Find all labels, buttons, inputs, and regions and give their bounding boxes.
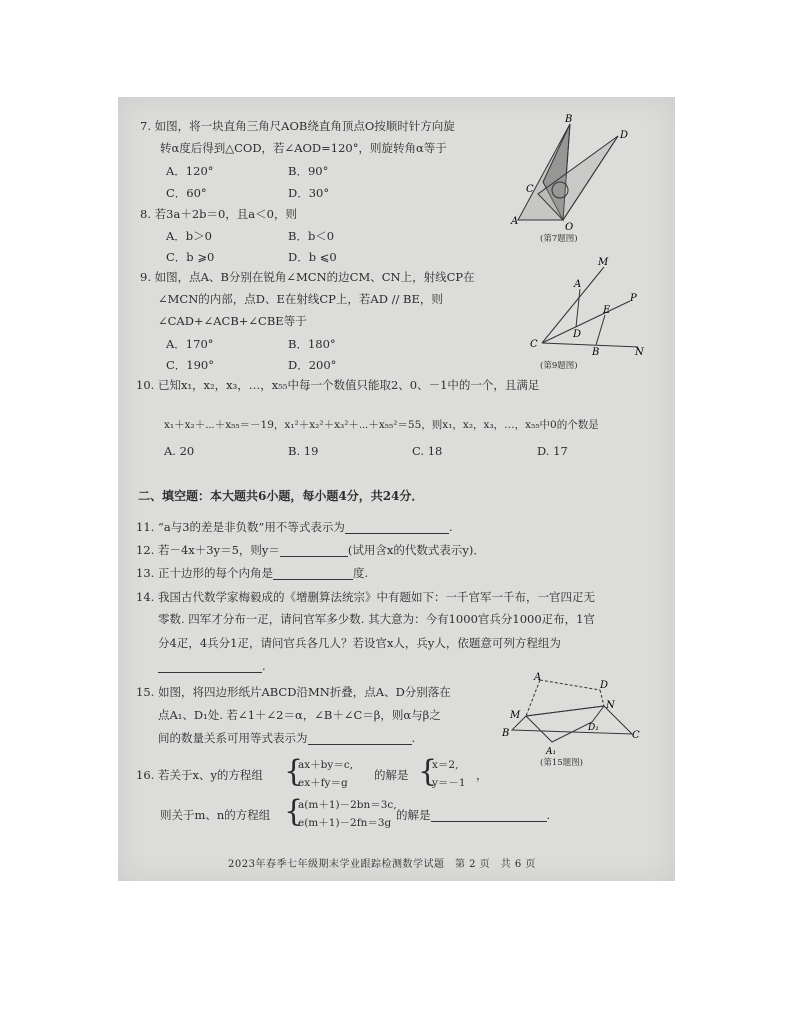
q8-option-a: A．b＞0 <box>166 229 212 243</box>
q8-option-d: D．b ⩽0 <box>288 250 337 264</box>
q9-line3: ∠CAD+∠ACB+∠CBE等于 <box>158 314 307 328</box>
q15-line3: 间的数量关系可用等式表示为 . <box>158 731 416 745</box>
q7-label-o: O <box>565 222 574 233</box>
q16-answer-blank[interactable] <box>431 809 547 822</box>
q13-line: 13. 正十边形的每个内角是 度. <box>136 566 369 580</box>
q7-figure <box>508 112 648 247</box>
q9-label-n: N <box>635 347 644 355</box>
q7-option-d: D．30° <box>288 186 330 200</box>
q10-option-c: C. 18 <box>412 444 443 458</box>
q15-label-m: M <box>510 710 521 721</box>
q16-lead: 16. 若关于x、y的方程组 <box>136 768 263 782</box>
q9-label-m: M <box>598 257 609 268</box>
q15-label-c: C <box>632 730 640 741</box>
page-footer: 2023年春季七年级期末学业跟踪检测数学试题 第 2 页 共 6 页 <box>228 859 536 870</box>
q9-label-d: D <box>573 329 582 340</box>
q15-label-b: B <box>502 728 510 739</box>
q13-answer-blank[interactable] <box>273 567 353 580</box>
q15-label-d1: D₁ <box>588 723 599 733</box>
q7-label-a: A <box>511 216 519 227</box>
q9-option-a: A．170° <box>166 337 214 351</box>
q15-line1: 15. 如图，将四边形纸片ABCD沿MN折叠，点A、D分别落在 <box>136 685 451 699</box>
q11-answer-blank[interactable] <box>345 521 449 534</box>
q16-lead2: 则关于m、n的方程组 <box>160 808 271 822</box>
q12-answer-blank[interactable] <box>280 544 348 557</box>
q15-label-n: N <box>606 700 615 711</box>
q7-caption: (第7题图) <box>540 234 578 244</box>
q7-line2: 转α度后得到△COD，若∠AOD=120°，则旋转角α等于 <box>160 141 447 155</box>
q14-line2: 零数. 四军才分布一疋，请问官军多少数. 其大意为：今有1000官兵分1000疋布，1官 <box>158 612 595 626</box>
q16-brace-2: { <box>418 754 438 789</box>
q14-line1: 14. 我国古代数学家梅毅成的《增删算法统宗》中有题如下：一千官军一千布，一官四疋无 <box>136 590 595 604</box>
q15-label-d: D <box>600 680 609 691</box>
q15-label-a1: A₁ <box>546 747 557 757</box>
q16-brace-3: { <box>284 794 304 829</box>
q16-sol-x: x＝2, <box>432 759 459 771</box>
q15-line2: 点A₁、D₁处. 若∠1＋∠2＝α，∠B＋∠C＝β，则α与β之 <box>158 708 441 722</box>
q14-answer-blank[interactable] <box>158 660 262 673</box>
q14-answer-line: . <box>158 659 266 673</box>
q16-sys2-eq1: a(m＋1)－2bn＝3c, <box>298 799 397 811</box>
section-fill-in-header: 二、填空题：本大题共6小题，每小题4分，共24分． <box>138 489 424 503</box>
q16-sys2-eq2: e(m＋1)－2fn＝3g <box>298 817 392 829</box>
q15-answer-blank[interactable] <box>308 732 412 745</box>
q9-line1: 9. 如图，点A、B分别在锐角∠MCN的边CM、CN上，射线CP在 <box>140 270 475 284</box>
q10-option-b: B. 19 <box>288 444 319 458</box>
q8-option-b: B．b＜0 <box>288 229 335 243</box>
q9-label-c: C <box>530 339 538 350</box>
q8-option-c: C．b ⩾0 <box>166 250 215 264</box>
q10-line1: 10. 已知x₁，x₂，x₃，…，x₅₅中每一个数值只能取2、0、－1中的一个，且满足 <box>136 378 540 392</box>
q7-label-c: C <box>526 184 534 195</box>
q9-label-e: E <box>603 305 611 316</box>
q9-label-b: B <box>592 347 600 355</box>
q9-label-a: A <box>574 279 582 290</box>
q8-line1: 8. 若3a＋2b＝0，且a＜0，则 <box>140 207 297 221</box>
q7-option-c: C．60° <box>166 186 207 200</box>
q7-line1: 7. 如图，将一块直角三角尺AOB绕直角顶点O按顺时针方向旋 <box>140 119 455 133</box>
exam-paper <box>118 97 675 881</box>
q16-mid: 的解是 <box>374 768 409 782</box>
q16-sys1-eq1: ax＋by＝c, <box>298 759 354 771</box>
q9-option-c: C．190° <box>166 358 214 372</box>
q7-option-a: A．120° <box>166 164 214 178</box>
q9-caption: (第9题图) <box>540 361 578 371</box>
q10-line2: x₁＋x₂＋⋯＋x₅₅＝－19，x₁²＋x₂²＋x₃²＋⋯＋x₅₅²＝55，则x₁，x₂，x₃，…，x₅₅中0的个数是 <box>164 419 599 431</box>
q14-line3: 分4疋，4兵分1疋，请问官兵各几人？若设官x人，兵y人，依题意可列方程组为 <box>158 636 561 650</box>
q10-option-d: D. 17 <box>537 444 568 458</box>
q15-caption: (第15题图) <box>540 758 583 768</box>
q16-line2: 的解是 . <box>396 808 551 822</box>
q9-label-p: P <box>630 293 637 304</box>
q9-option-b: B．180° <box>288 337 336 351</box>
q16-sys1-eq2: ex＋fy＝g <box>298 777 348 789</box>
q12-line: 12. 若－4x＋3y＝5，则y＝ (试用含x的代数式表示y)． <box>136 543 485 557</box>
q7-option-b: B．90° <box>288 164 329 178</box>
q7-label-d: D <box>620 130 629 141</box>
q7-label-b: B <box>565 114 573 125</box>
q15-figure <box>502 672 642 762</box>
q16-brace-1: { <box>284 754 304 789</box>
q9-figure <box>530 255 650 355</box>
q10-option-a: A. 20 <box>164 444 195 458</box>
q11-line: 11. “a与3的差是非负数”用不等式表示为 . <box>136 520 453 534</box>
q9-option-d: D．200° <box>288 358 337 372</box>
q16-comma: ， <box>476 768 488 782</box>
q15-label-a: A <box>534 672 542 683</box>
q9-line2: ∠MCN的内部，点D、E在射线CP上，若AD // BE，则 <box>158 292 443 306</box>
q16-sol-y: y＝－1 <box>432 777 466 789</box>
